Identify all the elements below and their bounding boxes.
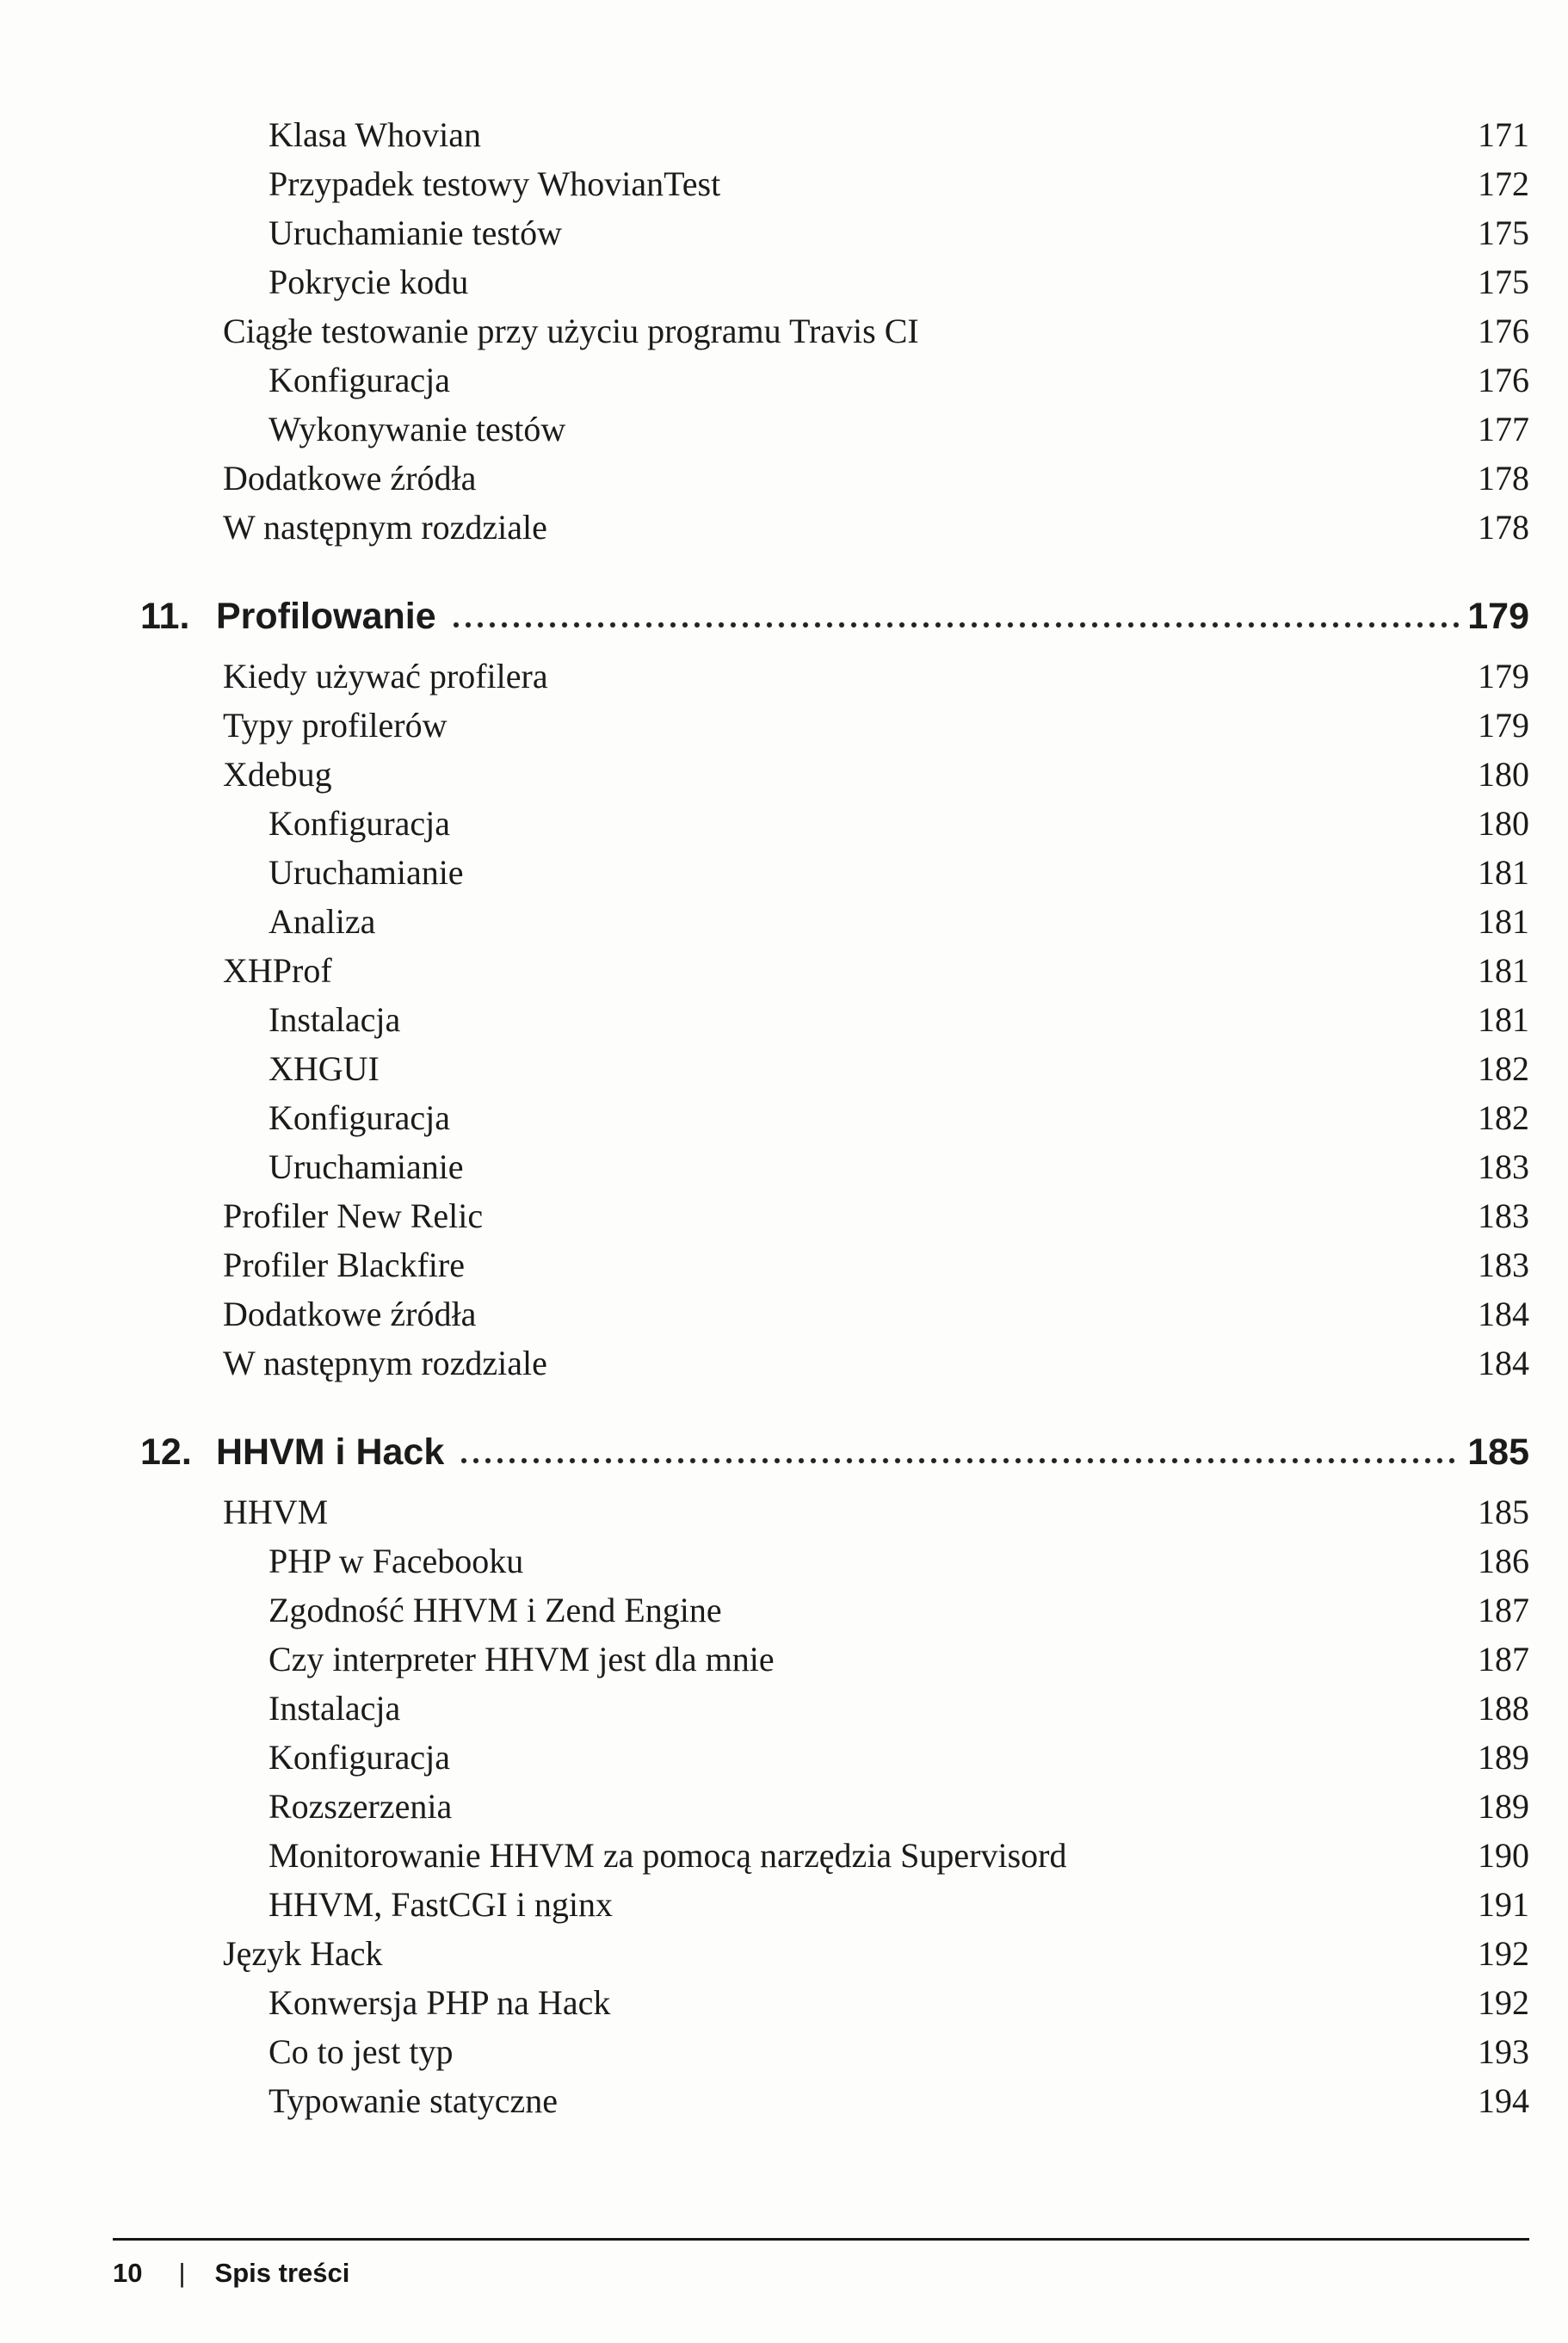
toc-entry-title: W następnym rozdziale: [223, 1344, 547, 1382]
toc-row: [140, 1978, 1529, 2027]
toc-entry-page: 176: [1478, 312, 1529, 350]
toc-entry-page: 181: [1478, 951, 1529, 990]
toc-row: [140, 405, 1529, 454]
toc-row: [140, 1044, 1529, 1093]
toc-entry-page: 183: [1478, 1246, 1529, 1284]
toc-row: [140, 208, 1529, 257]
toc-entry-page: 175: [1478, 263, 1529, 301]
toc-entry-title: XHGUI: [269, 1049, 380, 1088]
toc-row: [140, 1240, 1529, 1289]
toc-row: [140, 257, 1529, 306]
toc-entry-page: 188: [1478, 1689, 1529, 1728]
toc-row: [140, 897, 1529, 946]
toc-row: [140, 1929, 1529, 1978]
toc-entry-title: Konfiguracja: [269, 804, 451, 843]
toc-row: [140, 1487, 1529, 1536]
toc-row: [140, 2027, 1529, 2076]
toc-entry-title: Konfiguracja: [269, 361, 451, 399]
toc-entry-title: Wykonywanie testów: [269, 410, 566, 448]
toc-entry-page: 175: [1478, 213, 1529, 252]
toc-entry-title: Profiler New Relic: [223, 1196, 484, 1235]
toc-row: [140, 652, 1529, 701]
toc-entry-page: 189: [1478, 1738, 1529, 1777]
toc-row: [140, 1880, 1529, 1929]
toc-entry-title: Profilowanie: [216, 596, 436, 637]
footer-separator: |: [178, 2258, 186, 2288]
toc-row: [140, 848, 1529, 897]
toc-entry-title: Uruchamianie: [269, 853, 464, 892]
toc-entry-page: 192: [1478, 1934, 1529, 1973]
toc-row: [140, 1782, 1529, 1831]
toc-entry-page: 194: [1478, 2081, 1529, 2120]
toc-row: [140, 355, 1529, 405]
toc-entry-title: W następnym rozdziale: [223, 508, 547, 547]
toc-row: [140, 110, 1529, 159]
toc-entry-title: Uruchamianie testów: [269, 213, 562, 252]
toc-row: [140, 590, 1529, 643]
toc-dot-leader: [450, 621, 1460, 628]
toc-entry-title: Rozszerzenia: [269, 1787, 453, 1826]
toc-entry-title: Czy interpreter HHVM jest dla mnie: [269, 1640, 775, 1678]
toc-entry-title: Przypadek testowy WhovianTest: [269, 164, 721, 203]
toc-entry-page: 183: [1478, 1196, 1529, 1235]
toc-entry-page: 178: [1478, 508, 1529, 547]
toc-row: [140, 1733, 1529, 1782]
toc-entry-page: 193: [1478, 2032, 1529, 2071]
toc-entry-title: Pokrycie kodu: [269, 263, 469, 301]
toc-chapter-number: 12.: [140, 1431, 192, 1473]
toc-entry-title: HHVM, FastCGI i nginx: [269, 1885, 614, 1924]
toc-entry-page: 171: [1478, 115, 1529, 154]
toc-row: [140, 750, 1529, 799]
toc-entry-page: 176: [1478, 361, 1529, 399]
toc-entry-title: Monitorowanie HHVM za pomocą narzędzia Supervisord: [269, 1836, 1067, 1875]
footer-section-title: Spis treści: [214, 2258, 350, 2288]
toc-entry-title: HHVM: [223, 1493, 329, 1531]
toc-row: [140, 159, 1529, 208]
toc-entry-title: XHProf: [223, 951, 332, 990]
toc-row: [140, 1684, 1529, 1733]
toc-entry-page: 187: [1478, 1640, 1529, 1678]
toc-entry-page: 180: [1478, 804, 1529, 843]
toc-entry-title: Ciągłe testowanie przy użyciu programu Travis CI: [223, 312, 919, 350]
toc-row: [140, 454, 1529, 503]
toc-entry-page: 185: [1478, 1493, 1529, 1531]
toc-entry-page: 182: [1478, 1049, 1529, 1088]
toc-entry-title: Xdebug: [223, 755, 332, 794]
toc-entry-title: Dodatkowe źródła: [223, 459, 477, 498]
toc-row: [140, 1289, 1529, 1338]
toc-row: [140, 1831, 1529, 1880]
toc-row: [140, 1191, 1529, 1240]
toc-row: [140, 1635, 1529, 1684]
toc-entry-title: Uruchamianie: [269, 1147, 464, 1186]
toc-row: [140, 2076, 1529, 2125]
toc-entry-title: Konwersja PHP na Hack: [269, 1983, 611, 2022]
toc-entry-title: Konfiguracja: [269, 1098, 451, 1137]
toc-row: [140, 503, 1529, 552]
toc-entry-page: 182: [1478, 1098, 1529, 1137]
toc-entry-page: 181: [1478, 1000, 1529, 1039]
toc-row: [140, 1586, 1529, 1635]
toc-entry-page: 189: [1478, 1787, 1529, 1826]
toc-entry-page: 186: [1478, 1542, 1529, 1580]
toc-row: [140, 995, 1529, 1044]
toc-row: [140, 1142, 1529, 1191]
toc-entry-title: Zgodność HHVM i Zend Engine: [269, 1591, 722, 1629]
toc-entry-title: HHVM i Hack: [216, 1431, 445, 1473]
toc-entry-page: 187: [1478, 1591, 1529, 1629]
toc-entry-title: Dodatkowe źródła: [223, 1295, 477, 1333]
toc-entry-title: PHP w Facebooku: [269, 1542, 524, 1580]
toc-entry-page: 184: [1478, 1344, 1529, 1382]
toc-entry-title: Język Hack: [223, 1934, 383, 1973]
toc-entry-title: Klasa Whovian: [269, 115, 481, 154]
toc-entry-page: 190: [1478, 1836, 1529, 1875]
toc-row: [140, 701, 1529, 750]
toc-row: [140, 1536, 1529, 1586]
footer-page-number: 10: [113, 2258, 143, 2288]
toc-entry-page: 178: [1478, 459, 1529, 498]
toc-entry-page: 184: [1478, 1295, 1529, 1333]
toc-entry-page: 181: [1478, 902, 1529, 941]
toc-entry-title: Typy profilerów: [223, 706, 448, 745]
toc-entry-page: 179: [1478, 706, 1529, 745]
toc-entry-page: 183: [1478, 1147, 1529, 1186]
toc-entry-title: Instalacja: [269, 1689, 401, 1728]
toc-entry-page: 179: [1467, 596, 1529, 637]
toc-row: [140, 946, 1529, 995]
toc-entry-title: Kiedy używać profilera: [223, 657, 548, 695]
toc-row: [140, 306, 1529, 355]
table-of-contents: [140, 110, 1529, 2125]
toc-row: [140, 799, 1529, 848]
toc-entry-page: 172: [1478, 164, 1529, 203]
toc-row: [140, 1338, 1529, 1388]
toc-entry-title: Analiza: [269, 902, 376, 941]
toc-entry-title: Instalacja: [269, 1000, 401, 1039]
toc-entry-page: 185: [1467, 1431, 1529, 1473]
toc-entry-title: Typowanie statyczne: [269, 2081, 558, 2120]
toc-chapter-number: 11.: [140, 596, 190, 637]
toc-entry-title: Co to jest typ: [269, 2032, 454, 2071]
toc-entry-title: Konfiguracja: [269, 1738, 451, 1777]
toc-row: [140, 1425, 1529, 1479]
toc-entry-page: 179: [1478, 657, 1529, 695]
toc-dot-leader: [458, 1457, 1459, 1464]
toc-row: [140, 1093, 1529, 1142]
toc-entry-page: 181: [1478, 853, 1529, 892]
toc-entry-page: 191: [1478, 1885, 1529, 1924]
toc-entry-page: 180: [1478, 755, 1529, 794]
toc-entry-page: 192: [1478, 1983, 1529, 2022]
page-footer: [113, 2238, 1529, 2289]
toc-entry-title: Profiler Blackfire: [223, 1246, 465, 1284]
toc-entry-page: 177: [1478, 410, 1529, 448]
